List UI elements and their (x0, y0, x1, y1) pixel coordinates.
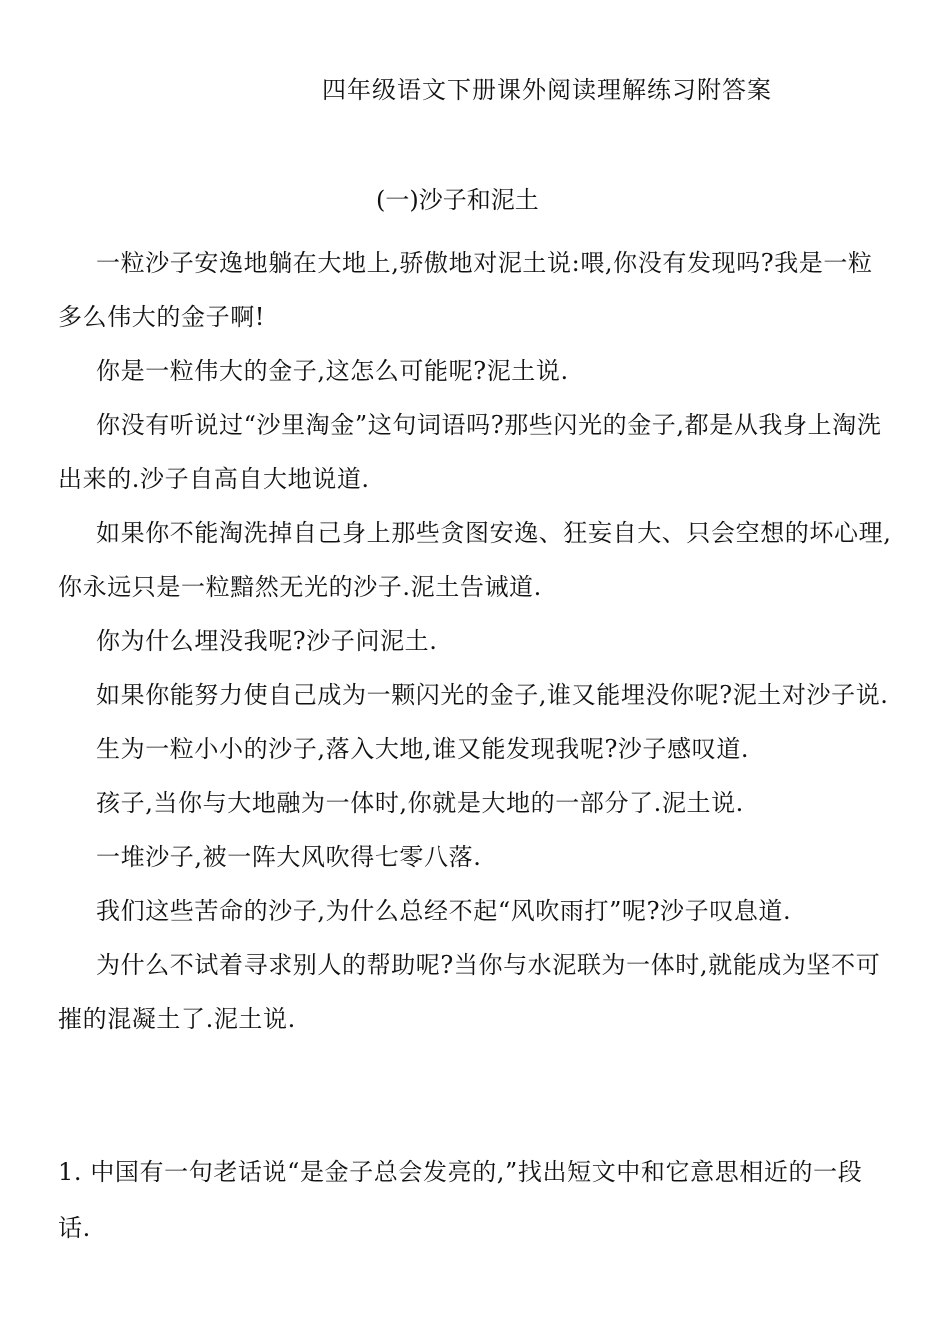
story-paragraph: 一堆沙子,被一阵大风吹得七零八落. (96, 843, 482, 871)
story-paragraph: 孩子,当你与大地融为一体时,你就是大地的一部分了.泥土说. (96, 789, 744, 817)
story-paragraph: 为什么不试着寻求别人的帮助呢?当你与水泥联为一体时,就能成为坚不可摧的混凝土了.泥土说. (58, 951, 881, 1033)
story-paragraph: 你没有听说过“沙里淘金”这句词语吗?那些闪光的金子,都是从我身上淘洗出来的.沙子自高自大地说道. (58, 411, 882, 493)
section-title: (一)沙子和泥土 (376, 186, 539, 214)
story-paragraph: 你是一粒伟大的金子,这怎么可能呢?泥土说. (96, 357, 569, 385)
question-1: 1. 中国有一句老话说“是金子总会发亮的,”找出短文中和它意思相近的一段话. (58, 1158, 863, 1242)
story-paragraph: 我们这些苦命的沙子,为什么总经不起“风吹雨打”呢?沙子叹息道. (96, 897, 792, 925)
story-paragraph: 一粒沙子安逸地躺在大地上,骄傲地对泥土说:喂,你没有发现吗?我是一粒多么伟大的金子啊! (58, 249, 873, 331)
story-paragraph: 如果你能努力使自己成为一颗闪光的金子,谁又能埋没你呢?泥土对沙子说. (96, 681, 889, 709)
story-paragraph: 如果你不能淘洗掉自己身上那些贪图安逸、狂妄自大、只会空想的坏心理,你永远只是一粒黯然无光的沙子.泥土告诫道. (58, 519, 892, 601)
story-paragraph: 你为什么埋没我呢?沙子问泥土. (96, 627, 438, 655)
story-body (58, 236, 894, 1046)
document-title: 四年级语文下册课外阅读理解练习附答案 (322, 76, 772, 104)
story-paragraph: 生为一粒小小的沙子,落入大地,谁又能发现我呢?沙子感叹道. (96, 735, 750, 763)
